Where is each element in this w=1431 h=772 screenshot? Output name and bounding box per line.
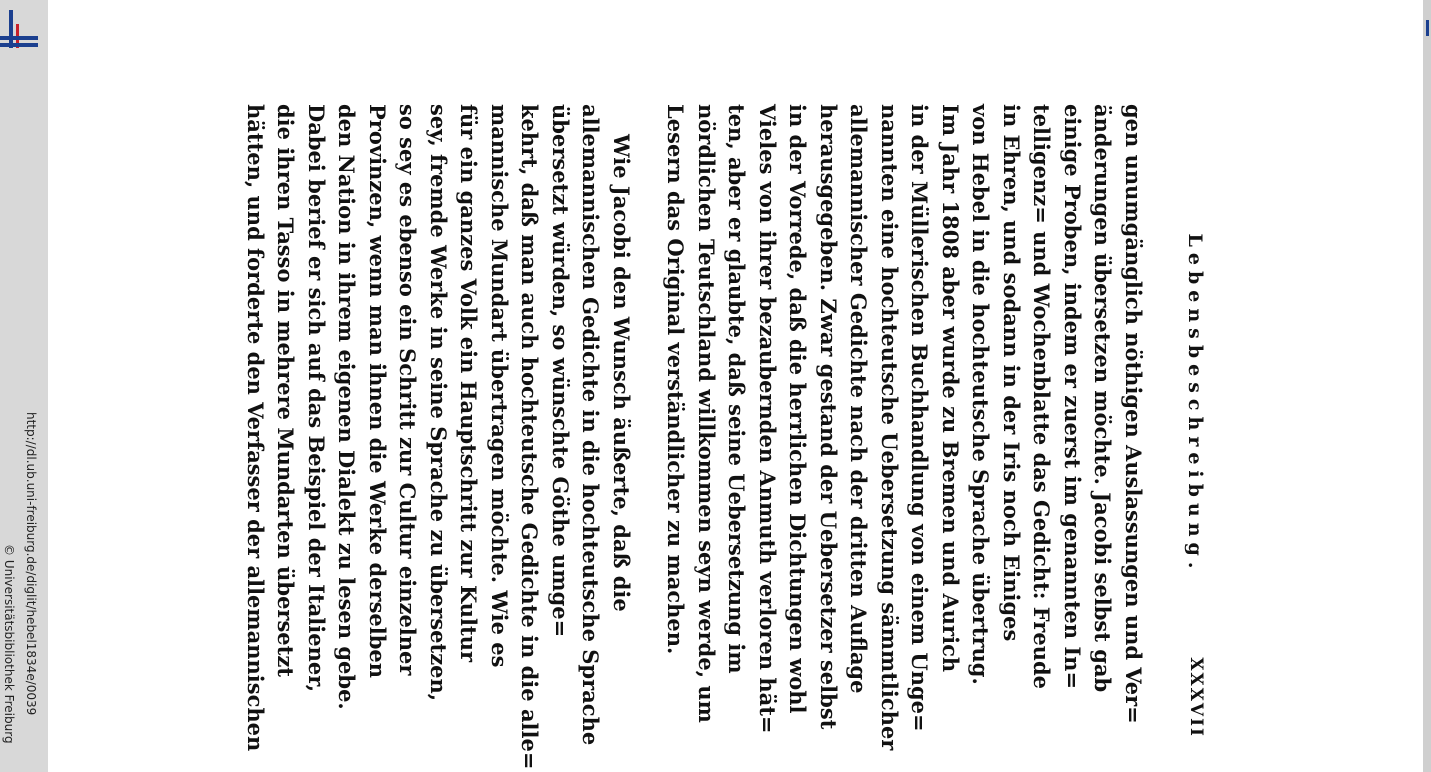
text-line: den Nation in ihrem eigenen Dialekt zu lesen gebe. [334,104,360,710]
text-line: gen unumgänglich nöthigen Auslassungen und Ver= [1121,104,1146,724]
text-line: Im Jahr 1808 aber wurde zu Bremen und Aurich [938,104,963,673]
text-line: einige Proben, indem er zuerst im genannten In= [1060,104,1085,690]
text-line: in der Müllerischen Buchhandlung von einem Unge= [907,104,933,732]
scanned-page [226,104,1236,770]
text-line: allemannischer Gedichte nach der dritten Auflage [846,104,872,694]
source-url[interactable]: http://dl.ub.uni-freiburg.de/diglit/hebel1834e/0039 [24,412,38,716]
text-line: von Hebel in die hochteutsche Sprache übertrug. [968,104,994,685]
copyright-notice: © Universitätsbibliothek Freiburg [2,544,16,744]
text-line: Provinzen, wenn man ihnen die Werke derselben [365,104,390,679]
page-header [1178,104,1206,738]
text-line: herausgegeben. Zwar gestand der Uebersetzer selbst [816,104,841,730]
text-line: in der Vorrede, daß die herrlichen Dichtungen wohl [785,104,811,714]
page-number: XXXVII [1186,657,1206,738]
text-line: Dabei berief er sich auf das Beispiel der Italiener, [304,104,329,693]
text-line: kehrt, daß man auch hochteutsche Gedichte in die alle= [517,104,543,770]
scroll-marker-icon [1426,20,1429,36]
scrollbar[interactable] [1423,0,1431,772]
text-line: für ein ganzes Volk ein Hauptschritt zur Kultur [456,104,482,663]
text-line: allemannischen Gedichte in die hochteutsche Sprache [578,104,604,746]
text-line: Lesern das Original verständlicher zu machen. [663,104,689,655]
text-line: hätten, und forderte den Verfasser der allemannischen [243,104,268,752]
text-line: sey, fremde Werke in seine Sprache zu übersetzen, [426,104,451,702]
text-line: in Ehren, und sodann in der Iris noch Einiges [999,104,1024,642]
text-line: telligenz= und Wochenblatte das Gedicht: Freude [1029,104,1055,690]
text-line: so sey es ebenso ein Schritt zur Cultur einzelner [395,104,421,676]
text-line: übersetzt würden, so wünschte Göthe umge= [548,104,573,638]
text-line: nannten eine hochteutsche Uebersetzung sämmtlicher [877,104,902,751]
text-line: die ihren Tasso in mehrere Mundarten übersetzt [273,104,299,677]
text-line: mannische Mundart übertragen möchte. Wie es [487,104,512,668]
library-logo-icon[interactable] [0,10,40,50]
viewer-sidebar [0,0,48,772]
text-line: Vieles von ihrer bezaubernden Anmuth verloren hät= [755,104,780,734]
text-line: Wie Jacobi den Wunsch äußerte, daß die [609,134,634,612]
running-title: Lebensbeschreibung. [1184,233,1206,575]
text-line: nördlichen Teutschland willkommen seyn werde, um [694,104,719,723]
text-line: ten, aber er glaubte, daß seine Uebersetzung im [724,104,750,674]
text-line: änderungen übersetzen möchte. Jacobi selbst gab [1090,104,1116,693]
